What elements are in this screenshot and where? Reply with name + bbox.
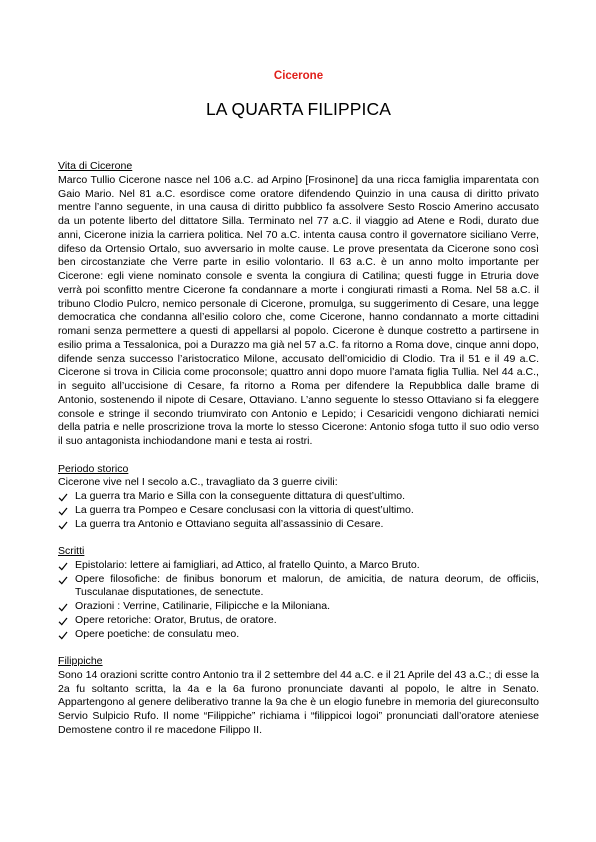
list-item-text: La guerra tra Antonio e Ottaviano seguita all’assassinio di Cesare. bbox=[75, 517, 384, 530]
periodo-intro: Cicerone vive nel I secolo a.C., travagliato da 3 guerre civili: bbox=[58, 476, 338, 489]
checkmark-icon bbox=[58, 600, 70, 612]
list-item bbox=[58, 490, 539, 504]
list-item-text: La guerra tra Pompeo e Cesare conclusasi con la vittoria di quest’ultimo. bbox=[75, 503, 414, 516]
document-author: Cicerone bbox=[273, 70, 324, 82]
list-item-text: Orazioni : Verrine, Catilinarie, Filipicche e la Miloniana. bbox=[75, 600, 330, 612]
list-item bbox=[58, 518, 539, 532]
section-heading-periodo: Periodo storico bbox=[58, 462, 129, 475]
checkmark-icon bbox=[58, 559, 70, 571]
list-item-text: Opere filosofiche: de finibus bonorum et malorun, de amicitia, de natura deorum, de officiis, Tusculanae disputationes, de senectute. bbox=[75, 572, 539, 599]
section-heading-vita: Vita di Cicerone bbox=[58, 160, 133, 172]
section-spacer bbox=[58, 531, 539, 545]
checkmark-icon bbox=[58, 628, 70, 640]
list-item bbox=[58, 559, 539, 573]
filippiche-paragraph: Sono 14 orazioni scritte contro Antonio tra il 2 settembre del 44 a.C. e il 21 Aprile del 43 a.C.; di esse la 2a fu soltanto scritta, la 4a e la 6a furono pronunciate davanti al popolo, le altre in Senato. Appartengono al genere deliberativo tranne la 9a che è un elogio funebre in memoria del giureconsulto Servio Sulpicio Rufo. Il nome “Filippiche” richiama i “filippicoi logoi” pronunciati dall’oratore ateniese Demostene contro il re macedone Filippo II. bbox=[58, 668, 539, 736]
document-title: LA QUARTA FILIPPICA bbox=[205, 99, 392, 119]
list-item bbox=[58, 614, 539, 628]
periodo-list bbox=[58, 490, 539, 531]
list-item-text: La guerra tra Mario e Silla con la conseguente dittatura di quest’ultimo. bbox=[75, 490, 406, 502]
list-item-text: Epistolario: lettere ai famigliari, ad Attico, al fratello Quinto, a Marco Bruto. bbox=[75, 558, 420, 571]
section-scritti bbox=[58, 545, 539, 641]
checkmark-icon bbox=[58, 490, 70, 502]
section-spacer bbox=[58, 641, 539, 655]
scritti-list bbox=[58, 559, 539, 642]
list-item bbox=[58, 573, 539, 601]
list-item bbox=[58, 600, 539, 614]
vita-paragraph: Marco Tullio Cicerone nasce nel 106 a.C. ad Arpino [Frosinone] da una ricca famiglia imparentata con Gaio Mario. Nel 81 a.C. esordisce come oratore difendendo Quinzio in una causa di diritto privato mentre l’anno seguente, in una causa di diritto pubblico fa assolvere Sesto Roscio Amerino accusato da un potente liberto del dittatore Silla. Terminato nel 77 a.C. il viaggio ad Atene e Rodi, durato due anni, Cicerone inizia la carriera politica. Nel 70 a.C. intenta causa contro il governatore siciliano Verre, difeso da Ortensio Ortalo, suo avversario in molte cause. Le prove presentata da Cicerone sono così ben circostanziate che Verre parte in esilio volontario. Il 63 a.C. è un anno molto importante per Cicerone: egli viene nominato console e sventa la congiura di Catilina; questi fugge in Etruria dove verrà poi sconfitto mentre Cicerone fa condannare a morte i congiurati rimasti a Roma. Nel 58 a.C. il tribuno Clodio Pulcro, nemico personale di Cicerone, promulga, su suggerimento di Cesare, una legge democratica che condanna all’esilio coloro che, come Cicerone, hanno condannato a morte cittadini romani senza permettere a questi di appellarsi al popolo. Cicerone è dunque costretto a partirsene in esilio prima a Tessalonica, poi a Durazzo ma già nel 57 a.C. fa ritorno a Roma dove, cinque anni dopo, difende senza successo l’aristocratico Milone, accusato dell’omicidio di Clodio. Tra il 51 e il 49 a.C. Cicerone si trova in Cilicia come proconsole; quattro anni dopo muore l’amata figlia Tullia. Nel 44 a.C., in seguito all’uccisione di Cesare, fa ritorno a Roma per difendere la Repubblica dalle brame di Antonio, sostenendo il nipote di Cesare, Ottaviano. L’anno seguente lo stesso Ottaviano si fa eleggere console e stringe il secondo triumvirato con Antonio e Lepido; i Cesaricidi vengono dichiarati nemici della patria e nelle proscrizione trova la morte lo stesso Cicerone: Antonio sfoga tutto il suo odio verso il suo antagonista inchiodandone mani e testa ai rostri. bbox=[58, 173, 539, 447]
checkmark-icon bbox=[58, 518, 70, 530]
checkmark-icon bbox=[58, 614, 70, 626]
list-item-text: Opere retoriche: Orator, Brutus, de oratore. bbox=[75, 613, 277, 626]
section-periodo bbox=[58, 463, 539, 532]
section-heading-scritti: Scritti bbox=[58, 545, 85, 557]
list-item bbox=[58, 504, 539, 518]
section-spacer bbox=[58, 449, 539, 463]
document-body bbox=[58, 160, 539, 738]
section-filippiche bbox=[58, 655, 539, 738]
list-item-text: Opere poetiche: de consulatu meo. bbox=[75, 627, 240, 640]
checkmark-icon bbox=[58, 504, 70, 516]
section-heading-filippiche: Filippiche bbox=[58, 655, 103, 667]
section-vita bbox=[58, 160, 539, 449]
list-item bbox=[58, 628, 539, 642]
checkmark-icon bbox=[58, 573, 70, 585]
